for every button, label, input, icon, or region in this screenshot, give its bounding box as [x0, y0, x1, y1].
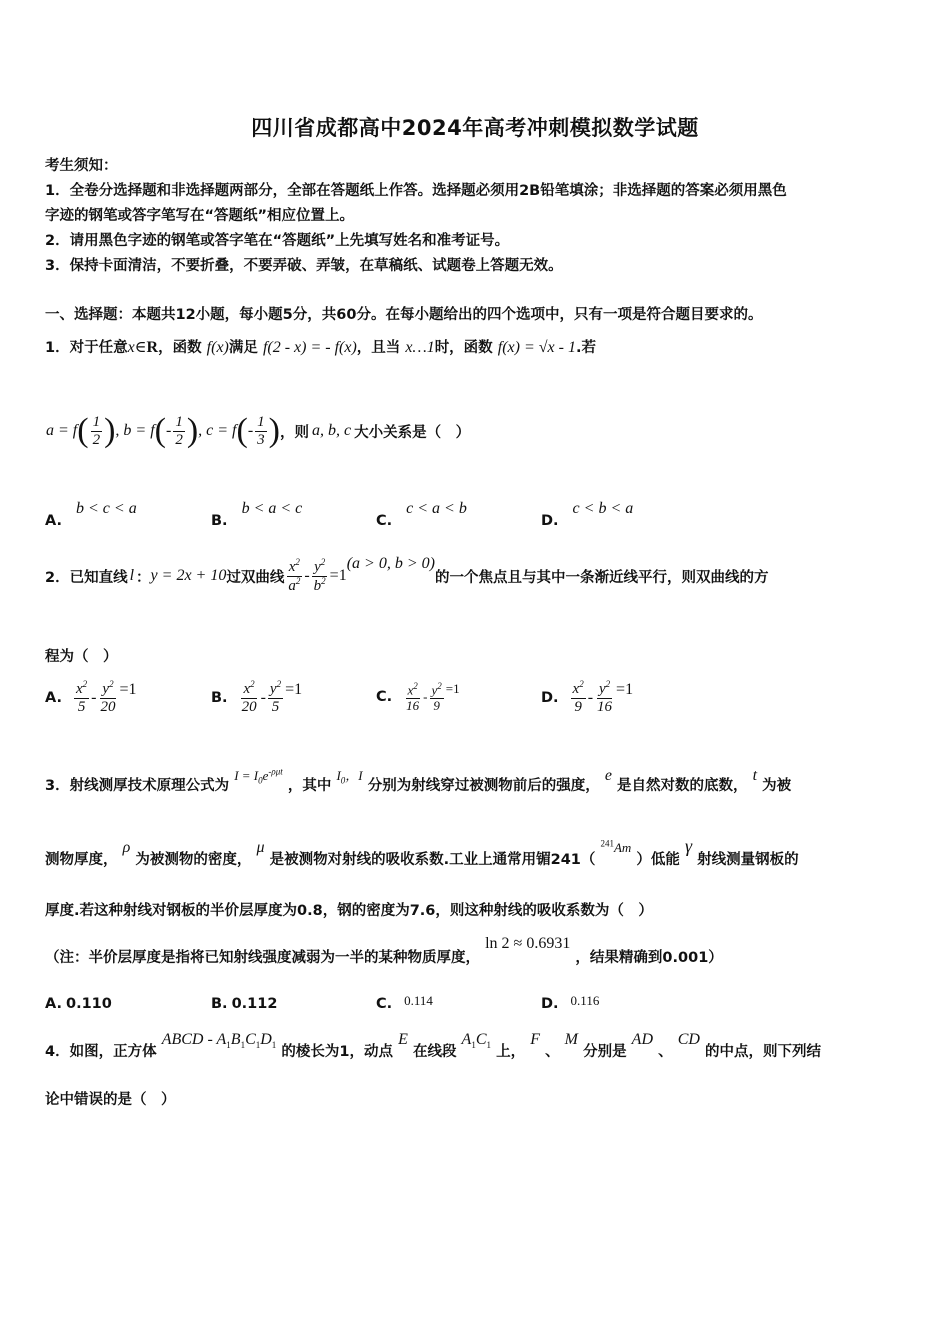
q1-math: x∈ [127, 339, 147, 356]
question-3-stem-3: 厚度.若这种射线对钢板的半价层厚度为0.8，钢的密度为7.6，则这种射线的吸收系数为（ ） [45, 903, 653, 919]
q1-b: , b = f [115, 422, 155, 439]
q1-math: f(2 - x) = - f(x) [262, 339, 357, 356]
q1-text: 1．对于任意 [45, 340, 128, 356]
q1-fraction: $\frac{1}{2}$ [92, 414, 101, 448]
q2-option-b[interactable]: B. $\frac{x^2}{20}$ - $\frac{y^2}{5}$ =1 [211, 679, 303, 715]
q1-text: 满足 [228, 340, 258, 356]
notice-item: 1．全卷分选择题和非选择题两部分，全部在答题纸上作答。选择题必须用2B铅笔填涂；非选择题的答案必须用黑色 [45, 183, 787, 199]
q1-text: 时，函数 [434, 340, 493, 356]
q3-option-c[interactable]: C. 0.114 [376, 993, 433, 1012]
question-3-stem-2: 测物厚度， ρ 为被测物的密度， μ 是被测物对射线的吸收系数.工业上通常用镅241（ $^{241}$Am ）低能 γ 射线测量钢板的 [45, 836, 799, 868]
q2-option-a[interactable]: A. $\frac{x^2}{5}$ - $\frac{y^2}{20}$ =1 [45, 679, 137, 715]
q1-option-c[interactable]: C.c < a < b [376, 500, 467, 529]
q1-math: f(x) [206, 339, 229, 356]
notice-heading: 考生须知： [45, 158, 118, 174]
q1-math: f(x) = √x - 1 [497, 339, 576, 356]
q1-math: x…1 [405, 339, 435, 356]
q1-option-b[interactable]: B.b < a < c [211, 500, 303, 529]
notice-item: 字迹的钢笔或答字笔写在“答题纸”相应位置上。 [45, 208, 355, 224]
question-4-stem: 4．如图，正方体 ABCD - $A_1B_1C_1D_1$ 的棱长为1，动点 E 在线段 $A_1C_1$ 上， F 、 M 分别是 AD 、 CD 的中点，则下列结 [45, 1031, 822, 1060]
q2-option-c[interactable]: C. $\frac{x^2}{16}$ - $\frac{y^2}{9}$ =1 [376, 681, 460, 713]
question-4-stem-cont: 论中错误的是（ ） [45, 1092, 176, 1108]
section-heading: 一、选择题：本题共12小题，每小题5分，共60分。在每小题给出的四个选项中，只有一项是符合题目要求的。 [45, 307, 763, 323]
question-2-stem-cont: 程为（ ） [45, 649, 118, 665]
q1-option-a[interactable]: A.b < c < a [45, 500, 137, 529]
q3-option-a[interactable]: A. 0.110 [45, 996, 112, 1012]
q1-option-d[interactable]: D.c < b < a [541, 500, 634, 529]
question-1-values: a = f ( $\frac{1}{2}$ ) , b = f ( - $\frac{1}{2}$ ) , c = f ( - $\frac{1}{3}$ ) ，则 a, b, c 大小关系是（ ） [46, 412, 471, 449]
q1-fraction: $\frac{1}{2}$ [175, 414, 183, 448]
q1-c: , c = f [198, 422, 237, 439]
q3-option-b[interactable]: B. 0.112 [211, 996, 278, 1012]
q2-option-d[interactable]: D. $\frac{x^2}{9}$ - $\frac{y^2}{16}$ =1 [541, 679, 634, 715]
q1-text: ，函数 [158, 340, 202, 356]
q1-text: ，且当 [356, 340, 401, 356]
question-3-stem: 3．射线测厚技术原理公式为 $I = I_0e^{-\rho\mu t}$ ，其中 $I_0$，I 分别为射线穿过被测物前后的强度， e 是自然对数的底数， t 为被 [45, 766, 792, 794]
question-1-stem [45, 336, 596, 357]
q1-math: R [146, 339, 159, 356]
q1-text: .若 [575, 340, 596, 356]
question-3-note: （注：半价层厚度是指将已知射线强度减弱为一半的某种物质厚度， ln 2 ≈ 0.6931 ，结果精确到0.001） [45, 935, 723, 966]
notice-item: 3．保持卡面清洁，不要折叠，不要弄破、弄皱，在草稿纸、试题卷上答题无效。 [45, 258, 563, 274]
page-title: 四川省成都高中2024年高考冲刺模拟数学试题 [251, 116, 699, 140]
q1-a: a = f [46, 422, 78, 439]
question-2-stem: 2．已知直线 l ： y = 2x + 10 过双曲线 $\frac{x^2}{a^2}$ - $\frac{y^2}{b^2}$ =1 (a > 0, b > 0) 的一个焦点且与其中一条渐近线平行，则双曲线的方 [45, 555, 769, 594]
notice-item: 2．请用黑色字迹的钢笔或答字笔在“答题纸”上先填写姓名和准考证号。 [45, 233, 510, 249]
q3-option-d[interactable]: D. 0.116 [541, 993, 600, 1012]
q1-fraction: $\frac{1}{3}$ [257, 414, 265, 448]
